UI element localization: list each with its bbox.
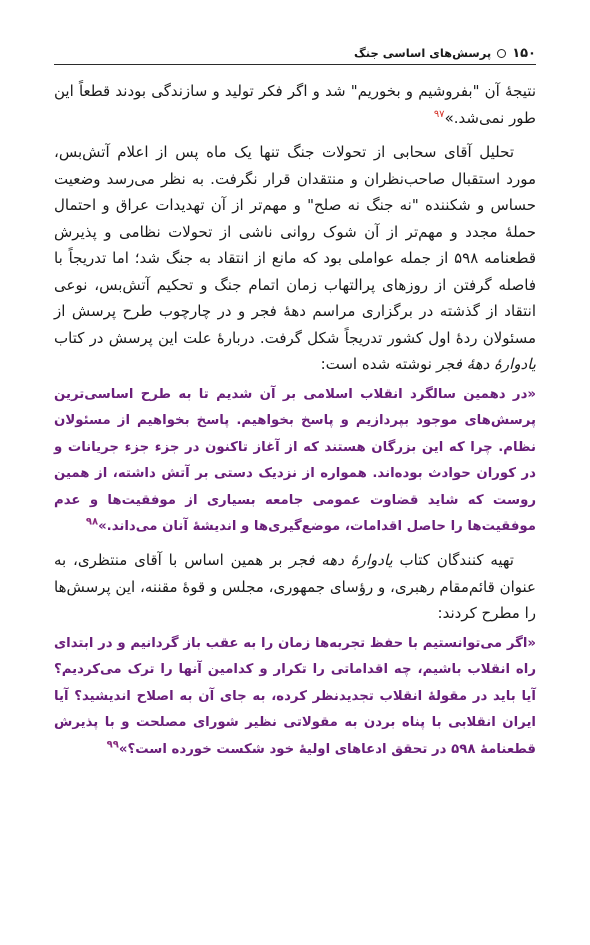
block-quote [54, 631, 536, 764]
paragraph-text: تهیه کنندگان کتاب [392, 551, 514, 570]
book-title: یادوارهٔ دههٔ فجر [436, 355, 536, 373]
paragraph-text: بر همین اساس با آقای منتظری، به عنوان قائم‌مقام رهبری، و رؤسای جمهوری، مجلس و قوهٔ مقننه، این پرسش‌ها را مطرح کردند: [54, 551, 536, 623]
paragraph-questions-intro [54, 547, 536, 627]
paragraph-continuation [54, 78, 536, 131]
paragraph-text: تحلیل آقای سحابی از تحولات جنگ تنها یک ماه پس از اعلام آتش‌بس، مورد استقبال صاحب‌نظران و منتقدان قرار نگرفت. به نظر می‌رسد وضعیت حساس و شکننده "نه جنگ نه صلح" و مهم‌تر از آن تهدیدات عراق و احتمال حملهٔ مجدد و مهم‌تر از آن شوک روانی ناشی از تحولات نظامی و پذیرش قطعنامه ۵۹۸ از جمله عواملی بود که مانع از انتقاد به جنگ شد؛ اما تدریجاً با فاصله گرفتن از روزهای پرالتهاب زمان اتمام جنگ و تحکیم آتش‌بس، نوعی انتقاد از گذشته در برگزاری مراسم دههٔ فجر و در چارچوب طرح پرسش از مسئولان ردهٔ اول کشور تدریجاً شکل گرفت. دربارهٔ علت این پرسش در کتاب [54, 143, 536, 347]
paragraph-analysis [54, 139, 536, 378]
page-header [54, 42, 536, 65]
footnote-marker[interactable]: ۹۹ [106, 739, 119, 751]
paragraph-text: نوشته شده است: [320, 355, 437, 373]
paragraph-text: نتیجهٔ آن "بفروشیم و بخوریم" شد و اگر فکر تولید و سازندگی بودند قطعاً این طور نمی‌شد.» [54, 82, 536, 127]
running-title: پرسش‌های اساسی جنگ [354, 46, 492, 60]
block-quote [54, 382, 536, 542]
quote-text: «در دهمین سالگرد انقلاب اسلامی بر آن شدیم تا به طرح اساسی‌ترین پرسش‌های موجود بپردازیم و پاسخ بخواهیم. پاسخ بخواهیم از مسئولان نظام. چرا که این بزرگان هستند که از آغاز تاکنون در جزء جزء جریانات و در کوران حوادث بوده‌اند. همواره از نزدیک دستی بر آتش داشته، از همین روست که شاید قضاوت عمومی جامعه بسیاری از موفقیت‌ها و عدم موفقیت‌ها را حاصل اقدامات، موضع‌گیری‌ها و اندیشهٔ آنان می‌داند.» [54, 386, 536, 535]
footnote-marker[interactable]: ۹۷ [433, 108, 445, 120]
book-title: یادوارهٔ دهه فجر [289, 551, 393, 570]
page-body [54, 78, 536, 764]
page-number: ۱۵۰ [512, 45, 536, 61]
circle-ornament-icon [497, 49, 506, 58]
footnote-marker[interactable]: ۹۸ [85, 517, 99, 529]
quote-text: «اگر می‌توانستیم با حفظ تجربه‌ها زمان را به عقب باز گردانیم و در ابتدای راه انقلاب باشیم، چه اقداماتی را تکرار و کدامین آنها را ترک می‌کردیم؟ آیا باید در مقولهٔ انقلاب تجدیدنظر کرده، به جای آن به اصلاح اندیشید؟ آیا ایران انقلابی با پناه بردن به مقولاتی نظیر شورای مصلحت و با پذیرش قطعنامهٔ ۵۹۸ در تحقق ادعاهای اولیهٔ خود شکست خورده است؟» [54, 635, 536, 757]
